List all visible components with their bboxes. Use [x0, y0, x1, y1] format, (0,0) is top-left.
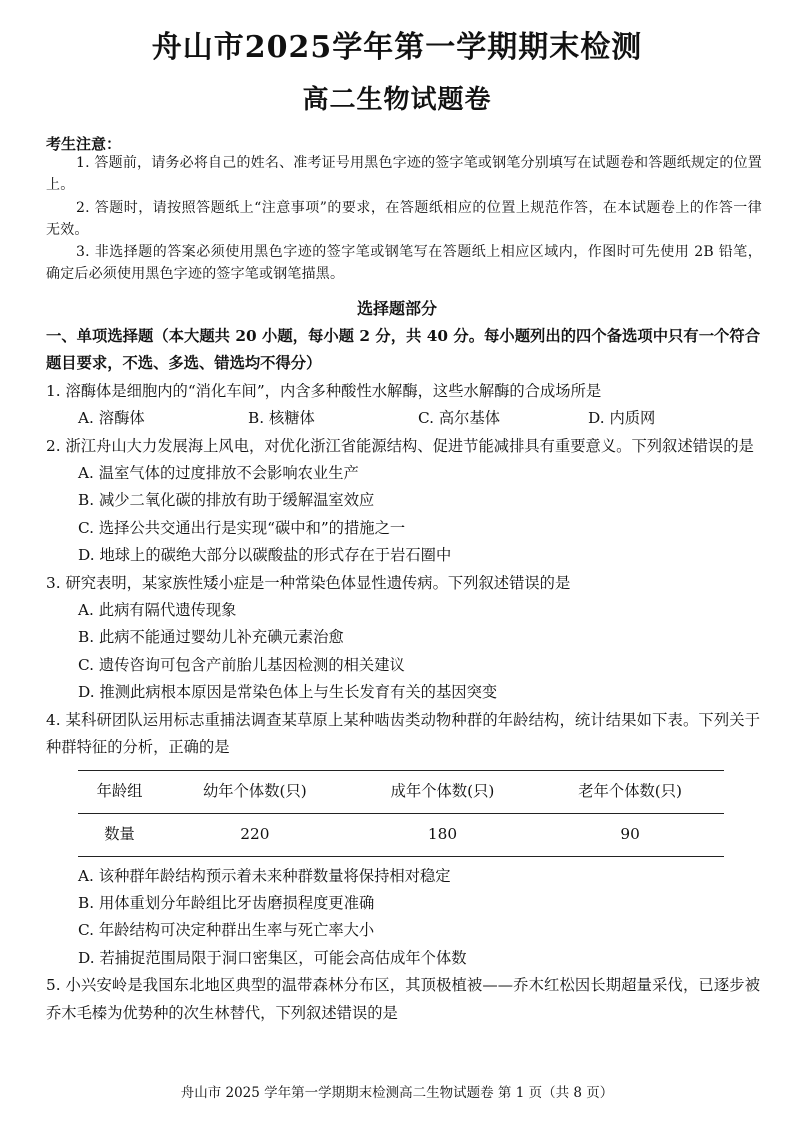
- notice-item-3: 3. 非选择题的答案必须使用黑色字迹的签字笔或钢笔写在答题纸上相应区域内，作图时可先使用 2B 铅笔，确定后必须使用黑色字迹的签字笔或钢笔描黑。: [46, 244, 762, 283]
- age-structure-table: [78, 770, 724, 857]
- questions-area: [46, 323, 760, 1027]
- question-4-option-a: A. 该种群年龄结构预示着未来种群数量将保持相对稳定: [78, 866, 451, 885]
- page-footer: 舟山市 2025 学年第一学期期末检测高二生物试题卷 第 1 页（共 8 页）: [180, 1085, 614, 1101]
- question-4-option-d: D. 若捕捉范围局限于洞口密集区，可能会高估成年个体数: [78, 948, 467, 967]
- table-header-cell: 幼年个体数(只): [161, 770, 349, 813]
- table-cell: 180: [349, 813, 537, 856]
- table-header-cell: 成年个体数(只): [349, 770, 537, 813]
- question-3-option-a: A. 此病有隔代遗传现象: [78, 601, 237, 620]
- table-cell: 220: [161, 813, 349, 856]
- table-cell: 90: [536, 813, 724, 856]
- table-row: [78, 813, 724, 856]
- section-title: 选择题部分: [356, 299, 437, 318]
- notice-item-1: 1. 答题前，请务必将自己的姓名、准考证号用黑色字迹的签字笔或钢笔分别填写在试题卷和答题纸规定的位置上。: [46, 155, 762, 194]
- question-1-stem: 1. 溶酶体是细胞内的“消化车间”，内含多种酸性水解酶，这些水解酶的合成场所是: [46, 381, 602, 400]
- table-cell: 数量: [78, 813, 161, 856]
- question-2-option-d: D. 地球上的碳绝大部分以碳酸盐的形式存在于岩石圈中: [78, 546, 452, 565]
- question-1-option-b: B. 核糖体: [248, 409, 315, 428]
- question-4-option-b: B. 用体重划分年龄组比牙齿磨损程度更准确: [78, 893, 375, 912]
- table-header-cell: 老年个体数(只): [536, 770, 724, 813]
- question-2-option-b: B. 减少二氧化碳的排放有助于缓解温室效应: [78, 491, 375, 510]
- question-1-option-c: C. 高尔基体: [418, 409, 501, 428]
- question-1-option-d: D. 内质网: [588, 409, 656, 428]
- part-heading: 一、单项选择题（本大题共 20 小题，每小题 2 分，共 40 分。每小题列出的四个备选项中只有一个符合题目要求，不选、多选、错选均不得分）: [46, 327, 760, 373]
- exam-subtitle: 高二生物试题卷: [302, 85, 492, 115]
- table-header-row: [78, 770, 724, 813]
- question-4-stem: 4. 某科研团队运用标志重捕法调查某草原上某种啮齿类动物种群的年龄结构，统计结果如下表。下列关于种群特征的分析，正确的是: [46, 710, 760, 757]
- question-3-option-c: C. 遗传咨询可包含产前胎儿基因检测的相关建议: [78, 655, 405, 674]
- question-4-option-c: C. 年龄结构可决定种群出生率与死亡率大小: [78, 921, 375, 940]
- question-3-option-d: D. 推测此病根本原因是常染色体上与生长发育有关的基因突变: [78, 683, 498, 702]
- question-3-option-b: B. 此病不能通过婴幼儿补充碘元素治愈: [78, 628, 344, 647]
- question-1-option-a: A. 溶酶体: [78, 409, 145, 428]
- question-1-options: [46, 405, 760, 432]
- notice-item-2: 2. 答题时，请按照答题纸上“注意事项”的要求，在答题纸相应的位置上规范作答，在本试题卷上的作答一律无效。: [46, 199, 762, 238]
- question-2-option-a: A. 温室气体的过度排放不会影响农业生产: [78, 464, 359, 483]
- exam-title: 舟山市2025学年第一学期期末检测: [151, 30, 643, 65]
- notice-list: [46, 152, 762, 286]
- table-header-cell: 年龄组: [78, 770, 161, 813]
- question-5-stem: 5. 小兴安岭是我国东北地区典型的温带森林分布区，其顶极植被——乔木红松因长期超量采伐，已逐步被乔木毛榛为优势种的次生林替代，下列叙述错误的是: [46, 976, 760, 1022]
- question-2-option-c: C. 选择公共交通出行是实现“碳中和”的措施之一: [78, 518, 406, 537]
- question-3-stem: 3. 研究表明，某家族性矮小症是一种常染色体显性遗传病。下列叙述错误的是: [46, 573, 571, 592]
- notice-heading: 考生注意：: [46, 135, 122, 153]
- question-2-stem: 2. 浙江舟山大力发展海上风电，对优化浙江省能源结构、促进节能减排具有重要意义。下列叙述错误的是: [46, 436, 754, 455]
